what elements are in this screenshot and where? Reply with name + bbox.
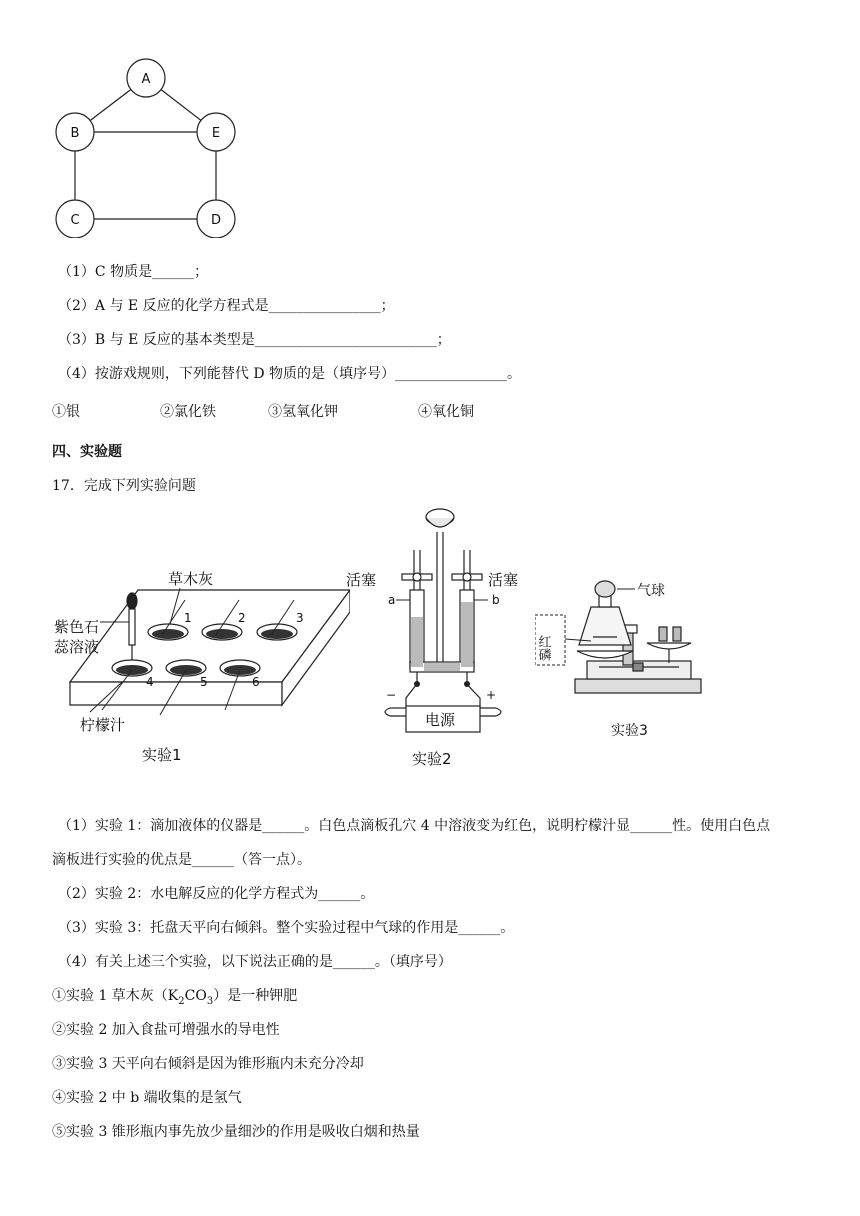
q16-part3: （3）B 与 E 反应的基本类型是__________________________；	[58, 332, 451, 348]
q17-statement-5: ⑤实验 3 锥形瓶内事先放少量细沙的作用是吸收白烟和热量	[52, 1124, 420, 1140]
q17-part1a: （1）实验 1：滴加液体的仪器是______。白色点滴板孔穴 4 中溶液变为红色，说明柠檬汁显______性。使用白色点	[58, 818, 771, 834]
q16-part1: （1）C 物质是______；	[58, 264, 209, 280]
q17-statement-3: ③实验 3 天平向右倾斜是因为锥形瓶内未充分冷却	[52, 1056, 364, 1072]
tube-b-label: b	[492, 593, 500, 607]
stopcock-right-label: 活塞	[488, 571, 519, 589]
experiment3-caption: 实验3	[611, 723, 648, 739]
q17-part4: （4）有关上述三个实验，以下说法正确的是______。（填序号）	[58, 954, 452, 970]
q16-option-1: ①银	[52, 404, 80, 420]
q17-part2: （2）实验 2：水电解反应的化学方程式为______。	[58, 886, 375, 902]
stopcock-left-label: 活塞	[346, 571, 377, 589]
q16-option-2: ②氯化铁	[160, 404, 216, 420]
well-number-2: 2	[238, 611, 246, 625]
q17-part3: （3）实验 3：托盘天平向右倾斜。整个实验过程中气球的作用是______。	[58, 920, 515, 936]
well-number-1: 1	[184, 611, 192, 625]
q16-part4: （4）按游戏规则，下列能替代 D 物质的是（填序号）________________。	[58, 366, 522, 382]
q17-statement-1: ①实验 1 草木灰$(K_2CO_3)$是一种钾肥	[52, 988, 298, 1007]
balloon-label: 气球	[637, 583, 665, 599]
q16-option-3: ③氢氧化钾	[268, 404, 338, 420]
label-litmus-1: 紫色石	[54, 618, 100, 636]
label-plant-ash: 草木灰	[168, 570, 214, 588]
well-number-5: 5	[200, 675, 208, 689]
minus-sign: −	[386, 688, 397, 702]
well-number-3: 3	[296, 611, 304, 625]
dropper-tube	[129, 609, 135, 645]
q16-option-4: ④氧化铜	[418, 404, 474, 420]
node-d-label: D	[210, 213, 222, 228]
plus-sign: +	[486, 688, 497, 702]
node-e-label: E	[211, 126, 221, 141]
node-a-label: A	[141, 72, 151, 87]
well-number-4: 4	[146, 675, 154, 689]
experiment2-figure	[340, 502, 530, 770]
experiment3-figure	[535, 575, 715, 745]
experiment1-figure	[50, 560, 350, 770]
node-c-label: C	[70, 213, 80, 228]
experiment2-caption: 实验2	[412, 750, 452, 768]
balloon	[595, 581, 615, 597]
q17-statement-2: ②实验 2 加入食盐可增强水的导电性	[52, 1022, 280, 1038]
section-heading: 四、实验题	[52, 444, 122, 460]
experiment1-caption: 实验1	[142, 746, 182, 764]
phosphorus-label: 红磷	[535, 635, 551, 661]
q17-part1b: 滴板进行实验的优点是______（答一点）。	[52, 852, 311, 868]
dropper-bulb	[127, 593, 137, 609]
node-b-label: B	[70, 126, 80, 141]
q17-stem: 17．完成下列实验问题	[52, 478, 196, 494]
label-litmus-2: 蕊溶液	[54, 638, 100, 656]
label-lemon-juice: 柠檬汁	[80, 716, 126, 734]
q16-part2: （2）A 与 E 反应的化学方程式是________________；	[58, 298, 395, 314]
q17-statement-4: ④实验 2 中 b 端收集的是氢气	[52, 1090, 242, 1106]
reaction-diagram	[50, 58, 250, 238]
well-number-6: 6	[252, 675, 260, 689]
power-supply-label: 电源	[425, 711, 456, 729]
tube-a-label: a	[388, 593, 396, 607]
